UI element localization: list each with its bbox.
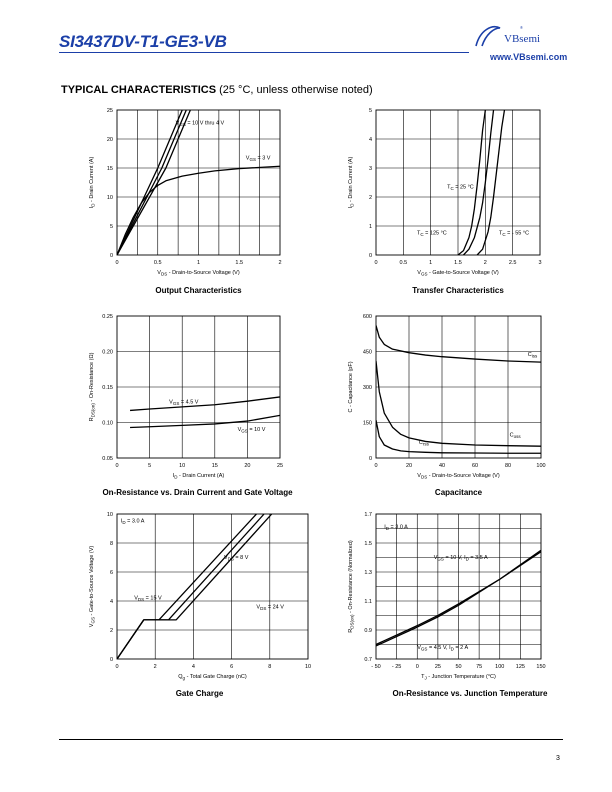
x-tick-label: 125 xyxy=(515,664,525,670)
y-tick-label: 0 xyxy=(368,456,372,462)
y-tick-label: 5 xyxy=(368,108,372,114)
page-number: 3 xyxy=(556,755,560,762)
y-tick-label: 25 xyxy=(106,108,113,114)
x-axis-label: $I_D$ - Drain Current (A) xyxy=(172,473,225,480)
x-tick-label: 2.5 xyxy=(508,260,517,266)
series-line xyxy=(117,514,272,659)
y-tick-label: 0.25 xyxy=(102,314,113,320)
annotation-label: $I_D = 3.0$ A xyxy=(120,518,145,526)
x-tick-label: 0 xyxy=(374,260,378,266)
x-tick-label: 40 xyxy=(438,463,446,469)
annotation-label: $V_{GS} = 3$ V xyxy=(245,155,271,162)
y-tick-label: 0 xyxy=(109,657,113,663)
x-tick-label: 1 xyxy=(196,260,201,266)
annotation-label: $V_{GS} = 4.5$ V xyxy=(169,399,199,406)
onres-temp-svg xyxy=(340,508,570,705)
series-line xyxy=(130,415,280,427)
x-tick-label: 0.5 xyxy=(399,260,408,266)
series-line xyxy=(130,397,280,410)
header-rule xyxy=(59,52,469,53)
x-tick-label: 20 xyxy=(244,463,251,469)
y-tick-label: 10 xyxy=(106,512,113,518)
x-axis-label: $T_J$ - Junction Temperature (°C) xyxy=(421,674,496,681)
x-tick-label: 3 xyxy=(538,260,542,266)
x-tick-label: 50 xyxy=(455,664,462,670)
vbsemi-logo xyxy=(470,22,560,52)
x-tick-label: 4 xyxy=(191,664,195,670)
x-tick-label: 75 xyxy=(476,664,483,670)
caption-on-resistance-vs-drain-current: On-Resistance vs. Drain Current and Gate Voltage xyxy=(102,488,293,497)
y-tick-label: 5 xyxy=(109,224,113,230)
series-line xyxy=(376,325,541,362)
x-tick-label: 10 xyxy=(179,463,186,469)
series-line xyxy=(117,514,256,659)
x-tick-label: 20 xyxy=(405,463,413,469)
annotation-label: $C_{rss}$ xyxy=(418,439,429,447)
y-tick-label: 0.05 xyxy=(102,456,113,462)
x-tick-label: 150 xyxy=(536,664,546,670)
series-line xyxy=(117,110,182,255)
output-svg xyxy=(80,104,280,296)
y-tick-label: 1 xyxy=(368,224,372,230)
annotation-label: $V_{DS} = 15$ V xyxy=(134,595,162,603)
x-tick-label: 0 xyxy=(374,463,378,469)
footer-rule xyxy=(59,739,563,740)
x-tick-label: 2 xyxy=(153,664,157,670)
annotation-label: $V_{GS} = 4.5$ V, $I_D = 2$ A xyxy=(417,644,469,652)
y-tick-label: 0.20 xyxy=(102,349,113,356)
x-tick-label: 0.5 xyxy=(153,260,162,266)
y-tick-label: 1.1 xyxy=(364,599,372,605)
chart-transfer-characteristics xyxy=(340,104,540,301)
caption-transfer-characteristics: Transfer Characteristics xyxy=(412,286,504,295)
x-tick-label: 1 xyxy=(429,260,433,266)
y-tick-label: 0.7 xyxy=(364,657,372,663)
annotation-label: $T_C = 125$ °C xyxy=(417,230,447,238)
y-tick-label: 150 xyxy=(362,420,372,427)
chart-capacitance xyxy=(340,310,546,507)
y-axis-label: C - Capacitance (pF) xyxy=(348,361,354,413)
x-tick-label: 0 xyxy=(115,664,119,670)
onres-svg xyxy=(80,310,284,502)
x-tick-label: 0 xyxy=(115,260,119,266)
caption-output-characteristics: Output Characteristics xyxy=(155,286,242,295)
y-tick-label: 15 xyxy=(106,166,113,172)
x-tick-label: 80 xyxy=(504,463,512,469)
y-tick-label: 0.10 xyxy=(102,420,113,427)
y-tick-label: 0 xyxy=(109,253,113,259)
x-tick-label: - 50 xyxy=(371,664,381,670)
x-tick-label: 5 xyxy=(148,463,152,469)
capacitance-svg xyxy=(340,310,546,502)
y-tick-label: 8 xyxy=(109,541,113,547)
gatecharge-svg xyxy=(80,508,310,705)
logo-brand-text: VBsemi xyxy=(504,33,541,45)
chart-on-resistance-vs-junction-temperature xyxy=(340,508,570,710)
x-tick-label: 1.5 xyxy=(454,260,462,266)
x-axis-label: $V_{DS}$ - Drain-to-Source Voltage (V) xyxy=(417,473,500,480)
x-tick-label: 100 xyxy=(495,664,505,670)
x-tick-label: 1.5 xyxy=(235,260,244,266)
annotation-label: $I_D = 3.0$ A xyxy=(384,524,408,531)
annotation-label: $T_C = 25$ °C xyxy=(447,184,474,191)
part-number: SI3437DV-T1-GE3-VB xyxy=(59,32,227,51)
x-axis-label: $V_{GS}$ - Gate-to-Source Voltage (V) xyxy=(417,270,499,277)
series-line xyxy=(463,110,493,255)
chart-output-characteristics xyxy=(80,104,280,301)
x-axis-label: $V_{DS}$ - Drain-to-Source Voltage (V) xyxy=(157,270,240,277)
y-tick-label: 300 xyxy=(362,385,372,391)
x-tick-label: 0 xyxy=(115,463,119,469)
y-tick-label: 2 xyxy=(109,628,113,634)
logo-registered-icon: ® xyxy=(520,25,523,30)
caption-capacitance: Capacitance xyxy=(434,488,483,497)
annotation-label: $C_{oss}$ xyxy=(509,432,521,440)
y-tick-label: 0 xyxy=(368,253,372,259)
y-tick-label: 4 xyxy=(368,137,372,143)
x-tick-label: - 25 xyxy=(391,664,402,670)
y-axis-label: $R_{DS(on)}$ - On-Resistance (Ω) xyxy=(89,352,96,422)
x-axis-label: $Q_g$ - Total Gate Charge (nC) xyxy=(178,674,247,681)
y-tick-label: 2 xyxy=(368,195,372,201)
logo-swoosh-icon xyxy=(476,27,500,46)
section-title xyxy=(61,84,373,96)
x-tick-label: 8 xyxy=(268,664,272,670)
caption-gate-charge: Gate Charge xyxy=(175,689,224,698)
series-line xyxy=(458,110,485,255)
x-tick-label: 2 xyxy=(278,260,282,266)
y-tick-label: 0.9 xyxy=(364,628,372,634)
x-tick-label: 100 xyxy=(536,463,546,469)
y-tick-label: 10 xyxy=(106,195,113,201)
transfer-svg xyxy=(340,104,540,296)
section-title-note: (25 °C, unless otherwise noted) xyxy=(216,84,373,96)
y-tick-label: 20 xyxy=(106,137,113,143)
caption-on-resistance-vs-junction-temperature: On-Resistance vs. Junction Temperature xyxy=(392,689,548,698)
annotation-label: $V_{DS} = 24$ V xyxy=(256,604,284,611)
y-tick-label: 450 xyxy=(362,349,372,356)
annotation-label: $V_{GS} = 10$ V, $I_D = 3.5$ A xyxy=(433,554,488,562)
x-tick-label: 0 xyxy=(415,664,419,670)
x-tick-label: 6 xyxy=(230,664,234,670)
y-tick-label: 0.15 xyxy=(102,385,113,391)
website-url[interactable]: www.VBsemi.com xyxy=(490,52,568,62)
y-tick-label: 600 xyxy=(362,314,372,320)
y-axis-label: $R_{DS(on)}$ - On-Resistance (Normalized) xyxy=(348,540,355,633)
annotation-label: $T_C$ = - 55 °C xyxy=(499,230,530,238)
x-tick-label: 10 xyxy=(304,664,312,670)
x-tick-label: 25 xyxy=(434,664,441,670)
y-axis-label: $I_D$ - Drain Current (A) xyxy=(89,156,96,209)
plot-frame xyxy=(117,514,308,659)
annotation-label: $V_{DS} = 8$ V xyxy=(223,554,249,562)
y-tick-label: 1.3 xyxy=(364,570,372,576)
y-axis-label: $I_D$ - Drain Current (A) xyxy=(348,156,355,209)
annotation-label: $V_{GS} = 10$ V xyxy=(237,427,266,434)
section-title-bold: TYPICAL CHARACTERISTICS xyxy=(61,84,217,96)
chart-on-resistance-vs-drain-current xyxy=(80,310,284,507)
y-tick-label: 6 xyxy=(109,570,113,576)
y-axis-label: $V_{GS}$ - Gate-to-Source Voltage (V) xyxy=(89,545,96,628)
y-tick-label: 1.5 xyxy=(364,541,372,547)
chart-gate-charge xyxy=(80,508,310,710)
x-tick-label: 15 xyxy=(211,463,218,469)
y-tick-label: 3 xyxy=(368,166,372,172)
annotation-label: $C_{iss}$ xyxy=(527,352,538,359)
x-tick-label: 2 xyxy=(483,260,487,266)
y-tick-label: 1.7 xyxy=(364,512,372,518)
x-tick-label: 60 xyxy=(471,463,479,469)
x-tick-label: 25 xyxy=(276,463,284,469)
annotation-label: $V_{GS} = 10$ V thru 4 V xyxy=(175,120,225,127)
y-tick-label: 4 xyxy=(109,599,113,605)
